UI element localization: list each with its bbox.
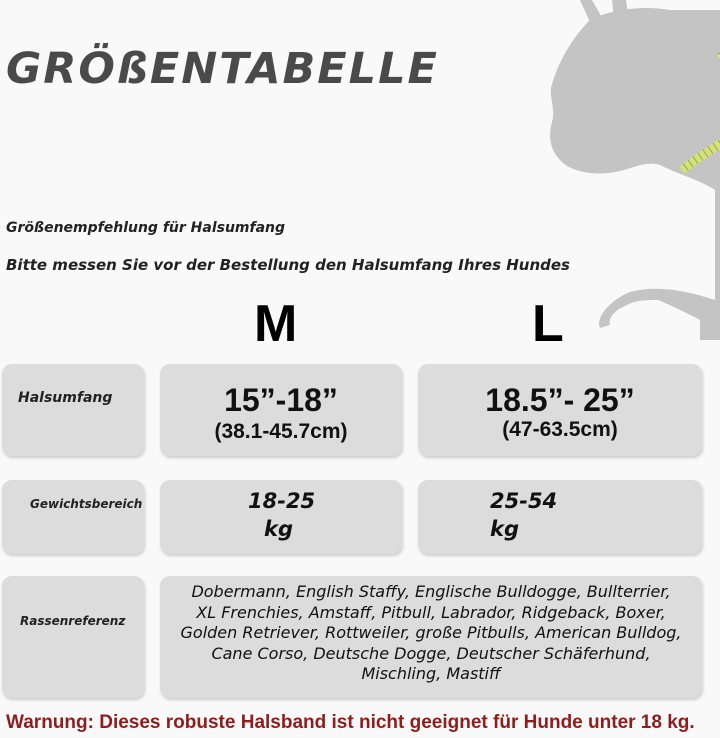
row-label-box-neck — [2, 364, 144, 456]
page-title: GRÖßENTABELLE — [6, 44, 439, 94]
row-label-breeds: Rassenreferenz — [20, 614, 126, 628]
row-label-box-breeds — [2, 576, 144, 698]
breed-line: Golden Retriever, Rottweiler, große Pitbulls, American Bulldog, — [180, 623, 682, 643]
cell-neck-l — [418, 364, 702, 456]
weight-unit-l: kg — [490, 517, 519, 541]
size-header-l: L — [532, 295, 564, 353]
cell-weight-l — [418, 480, 702, 554]
subtitle: Größenempfehlung für Halsumfang — [6, 220, 286, 236]
cell-weight-m — [160, 480, 402, 554]
breed-list — [160, 582, 702, 685]
neck-inch-m: 15”-18” — [224, 382, 338, 418]
cell-breeds — [160, 576, 702, 698]
row-label-weight: Gewichtsbereich — [30, 497, 143, 511]
weight-range-l: 25-54 — [490, 489, 558, 513]
neck-inch-l: 18.5”- 25” — [485, 382, 635, 418]
dog-illustration — [430, 0, 720, 340]
breed-line: Dobermann, English Staffy, Englische Bulldogge, Bullterrier, — [191, 582, 671, 601]
breed-line: XL Frenchies, Amstaff, Pitbull, Labrador, Ridgeback, Boxer, — [196, 602, 666, 622]
neck-cm-l: (47-63.5cm) — [502, 418, 618, 441]
warning-text: Warnung: Dieses robuste Halsband ist nicht geeignet für Hunde unter 18 kg. — [6, 712, 695, 733]
row-label-box-weight — [2, 480, 144, 554]
row-label-neck: Halsumfang — [18, 390, 113, 406]
weight-range-m: 18-25 — [248, 489, 316, 513]
size-header-m: M — [254, 295, 298, 353]
breed-line: Mischling, Mastiff — [361, 664, 501, 684]
breed-line: Cane Corso, Deutsche Dogge, Deutscher Schäferhund, — [211, 643, 651, 663]
instruction-text: Bitte messen Sie vor der Bestellung den Halsumfang Ihres Hundes — [6, 256, 570, 274]
neck-cm-m: (38.1-45.7cm) — [214, 420, 348, 443]
cell-neck-m — [160, 364, 402, 456]
dog-body — [550, 8, 720, 340]
weight-unit-m: kg — [264, 517, 293, 541]
